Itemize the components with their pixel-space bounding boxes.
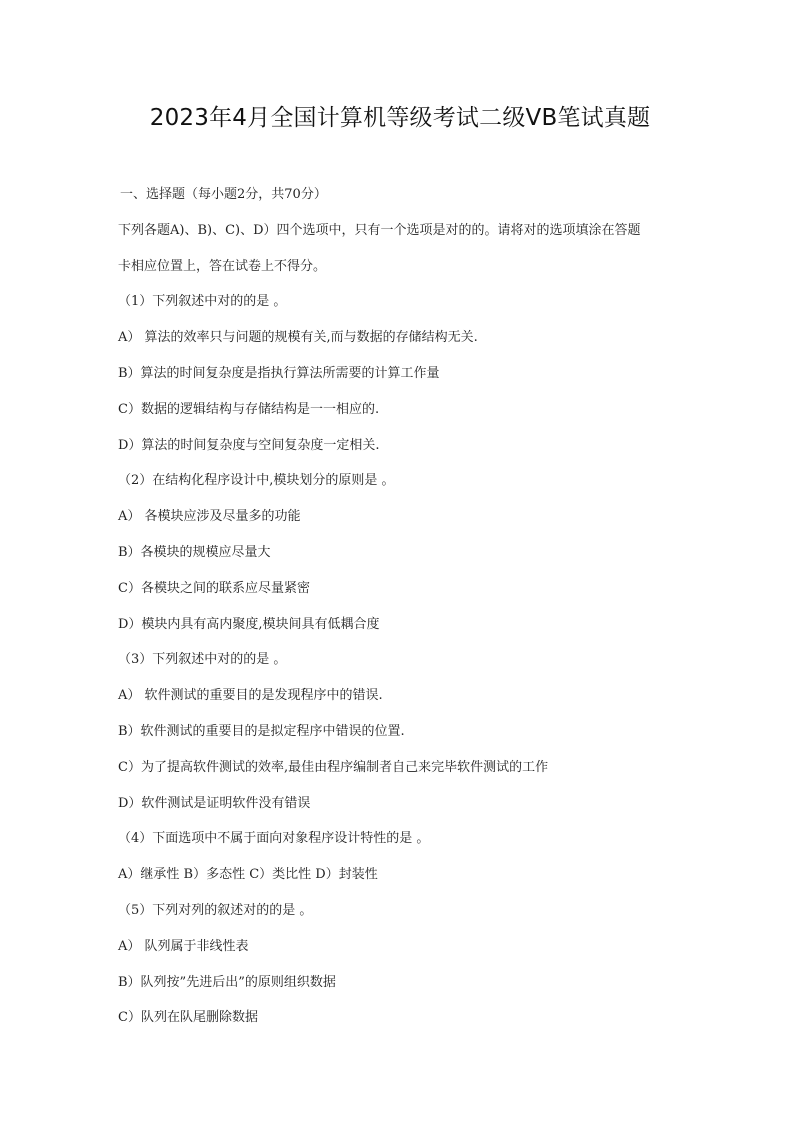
question-2: （2）在结构化程序设计中,模块划分的原则是 。 <box>118 473 395 489</box>
option-line: A） 软件测试的重要目的是发现程序中的错误. <box>118 688 383 704</box>
question-1: （1）下列叙述中对的的是 。 <box>118 294 287 310</box>
option-line: B）队列按”先进后出”的原则组织数据 <box>118 974 336 990</box>
option-line: D）软件测试是证明软件没有错误 <box>118 795 311 811</box>
option-line: C）队列在队尾删除数据 <box>118 1010 258 1026</box>
option-line: A） 各模块应涉及尽量多的功能 <box>118 509 301 525</box>
document-title: 2023年4月全国计算机等级考试二级VB笔试真题 <box>149 105 651 131</box>
option-line: A） 队列属于非线性表 <box>118 938 249 954</box>
option-line: B）算法的时间复杂度是指执行算法所需要的计算工作量 <box>118 365 440 381</box>
document-body <box>118 177 698 1036</box>
option-line: A） 算法的效率只与问题的规模有关,而与数据的存储结构无关. <box>118 330 478 346</box>
option-line: C）为了提高软件测试的效率,最佳由程序编制者自己来完毕软件测试的工作 <box>118 759 549 775</box>
option-line: B）软件测试的重要目的是拟定程序中错误的位置. <box>118 723 405 739</box>
question-4: （4）下面选项中不属于面向对象程序设计特性的是 。 <box>118 831 430 847</box>
option-line: B）各模块的规模应尽量大 <box>118 544 271 560</box>
instruction-line: 下列各题A)、B)、C)、D）四个选项中，只有一个选项是对的的。请将对的选项填涂在答题 <box>118 222 641 238</box>
option-line: D）模块内具有高内聚度,模块间具有低耦合度 <box>118 616 380 632</box>
question-5: （5）下列对列的叙述对的的是 。 <box>118 902 313 918</box>
question-3: （3）下列叙述中对的的是 。 <box>118 652 287 668</box>
option-line: C）各模块之间的联系应尽量紧密 <box>118 580 310 596</box>
option-line: C）数据的逻辑结构与存储结构是一一相应的. <box>118 401 380 417</box>
instruction-line: 卡相应位置上，答在试卷上不得分。 <box>118 258 327 274</box>
section-heading: 一、选择题（每小题2分，共70分） <box>120 187 327 202</box>
option-line: D）算法的时间复杂度与空间复杂度一定相关. <box>118 437 380 453</box>
option-line: A）继承性 B）多态性 C）类比性 D）封装性 <box>118 867 378 883</box>
